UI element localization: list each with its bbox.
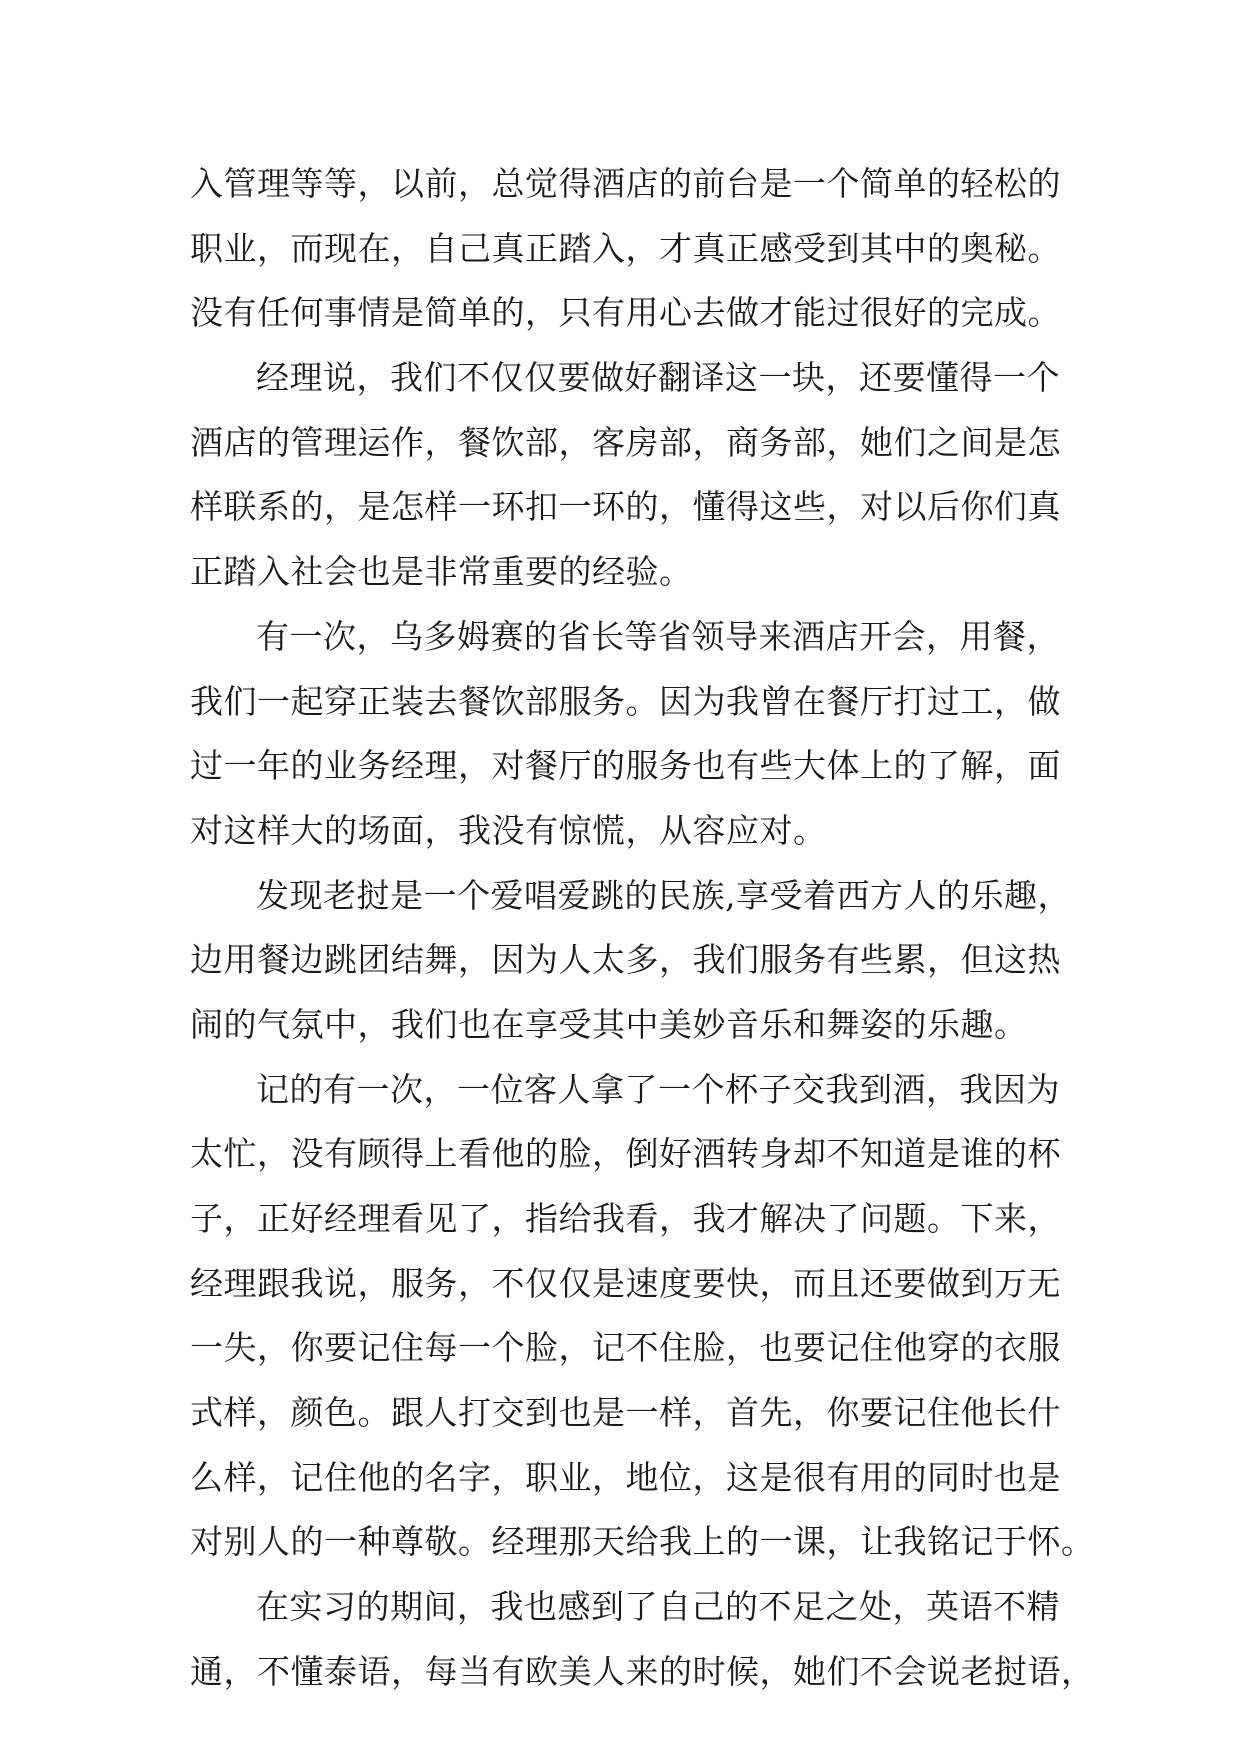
text-line: 没有任何事情是简单的，只有用心去做才能过很好的完成。 <box>190 293 1061 333</box>
text-line: 对这样大的场面，我没有惊慌，从容应对。 <box>190 810 827 850</box>
body-text <box>190 152 1095 1705</box>
text-line: 在实习的期间，我也感到了自己的不足之处，英语不精 <box>256 1587 1060 1627</box>
text-line: 经理跟我说，服务，不仅仅是速度要快，而且还要做到万无 <box>190 1263 1061 1303</box>
text-line: 酒店的管理运作，餐饮部，客房部，商务部，她们之间是怎 <box>190 422 1061 462</box>
text-line: 子，正好经理看见了，指给我看，我才解决了问题。下来， <box>190 1199 1061 1238</box>
text-line: 发现老挝是一个爱唱爱跳的民族,享受着西方人的乐趣， <box>256 875 1071 915</box>
text-line: 职业，而现在，自己真正踏入，才真正感受到其中的奥秘。 <box>190 228 1061 268</box>
text-line: 么样，记住他的名字，职业，地位，这是很有用的同时也是 <box>190 1457 1061 1497</box>
text-line: 边用餐边跳团结舞，因为人太多，我们服务有些累，但这热 <box>190 940 1061 980</box>
text-line: 入管理等等，以前，总觉得酒店的前台是一个简单的轻松的 <box>190 164 1061 203</box>
text-line: 有一次，乌多姆赛的省长等省领导来酒店开会，用餐， <box>256 616 1060 656</box>
text-line: 我们一起穿正装去餐饮部服务。因为我曾在餐厅打过工，做 <box>190 681 1061 721</box>
text-line: 太忙，没有顾得上看他的脸，倒好酒转身却不知道是谁的杯 <box>190 1134 1061 1174</box>
text-line: 对别人的一种尊敬。经理那天给我上的一课，让我铭记于怀。 <box>190 1522 1095 1562</box>
text-line: 闹的气氛中，我们也在享受其中美妙音乐和舞姿的乐趣。 <box>190 1004 1028 1044</box>
text-line: 正踏入社会也是非常重要的经验。 <box>190 552 693 592</box>
text-line: 通，不懂泰语，每当有欧美人来的时候，她们不会说老挝语， <box>190 1651 1095 1691</box>
text-line: 样联系的，是怎样一环扣一环的，懂得这些，对以后你们真 <box>190 487 1061 527</box>
text-line: 记的有一次，一位客人拿了一个杯子交我到酒，我因为 <box>256 1069 1060 1109</box>
text-line: 过一年的业务经理，对餐厅的服务也有些大体上的了解，面 <box>190 746 1061 786</box>
text-line: 一失，你要记住每一个脸，记不住脸，也要记住他穿的衣服 <box>190 1328 1061 1368</box>
text-line: 经理说，我们不仅仅要做好翻译这一块，还要懂得一个 <box>256 358 1060 398</box>
text-line: 式样，颜色。跟人打交到也是一样，首先，你要记住他长什 <box>190 1393 1061 1433</box>
